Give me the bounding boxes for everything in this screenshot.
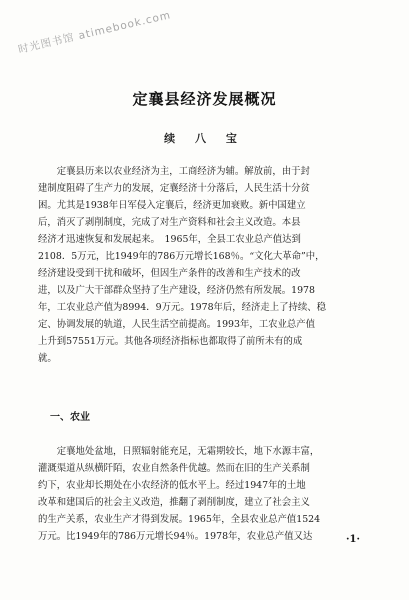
text-line: 定襄县历来以农业经济为主，工商经济为辅。解放前，由于封 (38, 166, 310, 177)
page-number: ·1· (346, 534, 360, 545)
author-name: 续 八 宝 (164, 132, 245, 145)
text-line: 年，工农业总产值为8994．9万元。1978年后，经济走上了持续、稳 (38, 302, 327, 313)
section-heading-agriculture: 一、农业 (50, 412, 90, 423)
text-line: 改革和建国后的社会主义改造，推翻了剥削制度，建立了社会主义 (38, 497, 310, 508)
text-line: 的生产关系，农业生产才得到发展。1965年，全县农业总产值1524 (38, 514, 321, 525)
text-line: 定襄地处盆地，日照辐射能充足，无霜期较长，地下水源丰富， (38, 446, 320, 457)
text-line: 约下，农业却长期处在小农经济的低水平上。经过1947年的土地 (38, 480, 306, 491)
text-line: 进，以及广大干部群众坚持了生产建设，经济仍然有所发展。1978 (38, 285, 315, 296)
agriculture-paragraph (38, 443, 368, 545)
text-line: 就。 (38, 353, 57, 364)
text-line: 灌溉渠道从纵横阡陌，农业自然条件优越。然而在旧的生产关系制 (38, 463, 310, 474)
text-line: 后，消灭了剥削制度，完成了对生产资料和社会主义改造。本县 (38, 217, 301, 228)
text-line: 上升到57551万元。其他各项经济指标也都取得了前所未有的成 (38, 336, 303, 347)
text-line: 2108．5万元，比1949年的786万元增长168％。“文化大革命”中， (38, 251, 325, 262)
text-line: 建制度阻碍了生产力的发展，定襄经济十分落后，人民生活十分贫 (38, 183, 310, 194)
intro-paragraph (38, 163, 368, 367)
text-line: 困。尤其是1938年日军侵入定襄后，经济更加衰败。新中国建立 (38, 200, 306, 211)
watermark: 时光图书馆 atimebook.com (17, 9, 173, 57)
text-line: 万元。比1949年的786万元增长94％。1978年，农业总产值又达 (38, 531, 313, 542)
text-line: 定、协调发展的轨道，人民生活空前提高。1993年，工农业总产值 (38, 319, 315, 330)
page-title: 定襄县经济发展概况 (132, 90, 277, 108)
text-line: 经济建设受到干扰和破坏，但因生产条件的改善和生产技术的改 (38, 268, 301, 279)
text-line: 经济才迅速恢复和发展起来。 1965年，全县工农业总产值达到 (38, 234, 301, 245)
